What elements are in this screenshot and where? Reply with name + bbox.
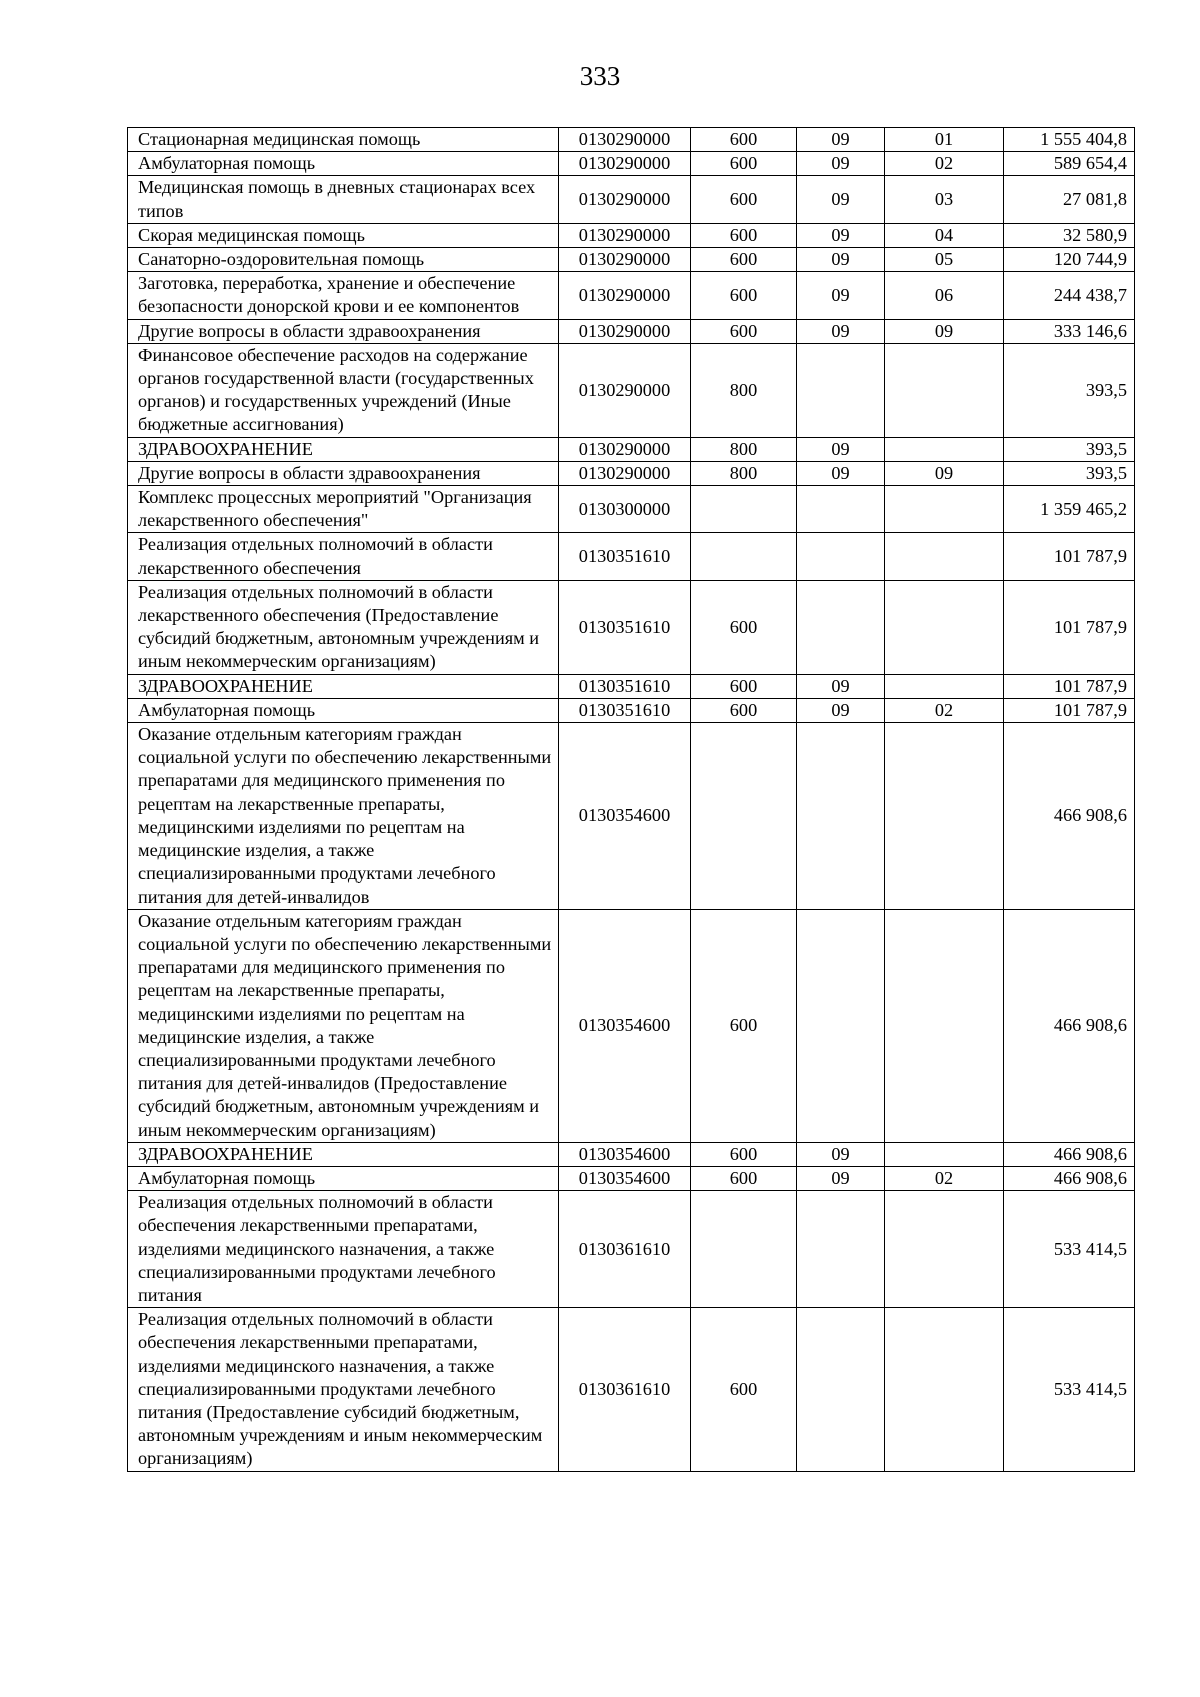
table-row <box>128 248 1135 272</box>
row-subsection-cell: 03 <box>885 176 1004 223</box>
row-expense-type-cell: 600 <box>691 223 797 247</box>
row-name-cell: Стационарная медицинская помощь <box>128 128 559 152</box>
row-subsection-cell <box>885 674 1004 698</box>
row-section-cell <box>797 343 885 437</box>
row-name-cell: Амбулаторная помощь <box>128 698 559 722</box>
row-code-cell: 0130290000 <box>559 437 691 461</box>
row-name-cell: Другие вопросы в области здравоохранения <box>128 319 559 343</box>
row-subsection-cell <box>885 343 1004 437</box>
row-expense-type-cell <box>691 1191 797 1308</box>
row-code-cell: 0130290000 <box>559 272 691 319</box>
row-code-cell: 0130351610 <box>559 674 691 698</box>
row-subsection-cell <box>885 723 1004 910</box>
row-name-cell: Амбулаторная помощь <box>128 152 559 176</box>
row-name-cell: Реализация отдельных полномочий в области обеспечения лекарственными препаратами, изделиями медицинского назначения, а также специализированными продуктами лечебного питания <box>128 1191 559 1308</box>
row-subsection-cell: 09 <box>885 461 1004 485</box>
row-subsection-cell: 02 <box>885 698 1004 722</box>
row-amount-cell: 533 414,5 <box>1004 1191 1135 1308</box>
row-expense-type-cell: 600 <box>691 1166 797 1190</box>
row-expense-type-cell: 600 <box>691 674 797 698</box>
row-section-cell <box>797 486 885 533</box>
table-row <box>128 486 1135 533</box>
row-expense-type-cell: 600 <box>691 176 797 223</box>
row-amount-cell: 101 787,9 <box>1004 674 1135 698</box>
row-expense-type-cell: 600 <box>691 1142 797 1166</box>
row-section-cell <box>797 723 885 910</box>
row-expense-type-cell: 600 <box>691 319 797 343</box>
row-name-cell: Санаторно-оздоровительная помощь <box>128 248 559 272</box>
row-expense-type-cell <box>691 533 797 580</box>
row-section-cell: 09 <box>797 272 885 319</box>
row-name-cell: Оказание отдельным категориям граждан социальной услуги по обеспечению лекарственными препаратами для медицинского применения по рецептам на лекарственные препараты, медицинскими изделиями по рецептам на медицинские изделия, а также специализированными продуктами лечебного питания для детей-инвалидов (Предоставление субсидий бюджетным, автономным учреждениям и иным некоммерческим организациям) <box>128 909 559 1142</box>
row-amount-cell: 333 146,6 <box>1004 319 1135 343</box>
row-amount-cell: 393,5 <box>1004 343 1135 437</box>
row-subsection-cell: 05 <box>885 248 1004 272</box>
row-section-cell: 09 <box>797 461 885 485</box>
row-subsection-cell <box>885 1191 1004 1308</box>
row-code-cell: 0130354600 <box>559 1166 691 1190</box>
row-expense-type-cell: 600 <box>691 128 797 152</box>
table-body <box>128 128 1135 1472</box>
row-code-cell: 0130290000 <box>559 248 691 272</box>
table-row <box>128 319 1135 343</box>
row-subsection-cell: 09 <box>885 319 1004 343</box>
row-expense-type-cell: 800 <box>691 343 797 437</box>
row-amount-cell: 533 414,5 <box>1004 1308 1135 1471</box>
row-name-cell: Оказание отдельным категориям граждан социальной услуги по обеспечению лекарственными препаратами для медицинского применения по рецептам на лекарственные препараты, медицинскими изделиями по рецептам на медицинские изделия, а также специализированными продуктами лечебного питания для детей-инвалидов <box>128 723 559 910</box>
row-subsection-cell: 01 <box>885 128 1004 152</box>
row-name-cell: Медицинская помощь в дневных стационарах всех типов <box>128 176 559 223</box>
row-section-cell: 09 <box>797 319 885 343</box>
row-code-cell: 0130354600 <box>559 723 691 910</box>
row-name-cell: Финансовое обеспечение расходов на содержание органов государственной власти (государственных органов) и государственных учреждений (Иные бюджетные ассигнования) <box>128 343 559 437</box>
table-row <box>128 533 1135 580</box>
row-section-cell: 09 <box>797 1142 885 1166</box>
row-amount-cell: 101 787,9 <box>1004 698 1135 722</box>
row-amount-cell: 466 908,6 <box>1004 909 1135 1142</box>
row-subsection-cell <box>885 1308 1004 1471</box>
row-amount-cell: 101 787,9 <box>1004 533 1135 580</box>
table-row <box>128 437 1135 461</box>
row-section-cell: 09 <box>797 248 885 272</box>
table-row <box>128 176 1135 223</box>
row-code-cell: 0130290000 <box>559 152 691 176</box>
row-code-cell: 0130361610 <box>559 1191 691 1308</box>
row-expense-type-cell: 600 <box>691 272 797 319</box>
table-row <box>128 1166 1135 1190</box>
row-section-cell <box>797 1308 885 1471</box>
row-code-cell: 0130290000 <box>559 128 691 152</box>
row-code-cell: 0130290000 <box>559 319 691 343</box>
table-row <box>128 461 1135 485</box>
row-amount-cell: 101 787,9 <box>1004 580 1135 674</box>
row-section-cell: 09 <box>797 1166 885 1190</box>
row-code-cell: 0130351610 <box>559 533 691 580</box>
row-name-cell: Реализация отдельных полномочий в области лекарственного обеспечения <box>128 533 559 580</box>
row-section-cell: 09 <box>797 128 885 152</box>
row-subsection-cell: 02 <box>885 1166 1004 1190</box>
row-code-cell: 0130354600 <box>559 909 691 1142</box>
row-expense-type-cell: 600 <box>691 152 797 176</box>
row-subsection-cell <box>885 533 1004 580</box>
row-amount-cell: 27 081,8 <box>1004 176 1135 223</box>
row-section-cell: 09 <box>797 674 885 698</box>
row-expense-type-cell <box>691 486 797 533</box>
row-amount-cell: 1 359 465,2 <box>1004 486 1135 533</box>
row-code-cell: 0130351610 <box>559 698 691 722</box>
row-amount-cell: 393,5 <box>1004 437 1135 461</box>
row-section-cell <box>797 533 885 580</box>
row-section-cell: 09 <box>797 152 885 176</box>
row-amount-cell: 244 438,7 <box>1004 272 1135 319</box>
row-amount-cell: 466 908,6 <box>1004 1142 1135 1166</box>
row-code-cell: 0130290000 <box>559 343 691 437</box>
budget-table <box>127 127 1135 1472</box>
table-row <box>128 698 1135 722</box>
row-expense-type-cell: 800 <box>691 437 797 461</box>
row-amount-cell: 466 908,6 <box>1004 723 1135 910</box>
row-subsection-cell <box>885 580 1004 674</box>
row-name-cell: Другие вопросы в области здравоохранения <box>128 461 559 485</box>
row-section-cell: 09 <box>797 176 885 223</box>
row-name-cell: ЗДРАВООХРАНЕНИЕ <box>128 1142 559 1166</box>
row-section-cell: 09 <box>797 437 885 461</box>
page-number: 333 <box>579 61 621 91</box>
row-name-cell: Реализация отдельных полномочий в области обеспечения лекарственными препаратами, изделиями медицинского назначения, а также специализированными продуктами лечебного питания (Предоставление субсидий бюджетным, автономным учреждениям и иным некоммерческим организациям) <box>128 1308 559 1471</box>
row-expense-type-cell: 800 <box>691 461 797 485</box>
row-amount-cell: 1 555 404,8 <box>1004 128 1135 152</box>
row-name-cell: Скорая медицинская помощь <box>128 223 559 247</box>
row-amount-cell: 32 580,9 <box>1004 223 1135 247</box>
row-subsection-cell: 02 <box>885 152 1004 176</box>
row-name-cell: Амбулаторная помощь <box>128 1166 559 1190</box>
table-row <box>128 909 1135 1142</box>
row-subsection-cell: 06 <box>885 272 1004 319</box>
row-expense-type-cell: 600 <box>691 580 797 674</box>
row-amount-cell: 466 908,6 <box>1004 1166 1135 1190</box>
table-row <box>128 723 1135 910</box>
table-row <box>128 272 1135 319</box>
row-amount-cell: 393,5 <box>1004 461 1135 485</box>
row-code-cell: 0130351610 <box>559 580 691 674</box>
row-code-cell: 0130361610 <box>559 1308 691 1471</box>
row-expense-type-cell: 600 <box>691 698 797 722</box>
row-subsection-cell <box>885 486 1004 533</box>
row-expense-type-cell: 600 <box>691 1308 797 1471</box>
table-row <box>128 343 1135 437</box>
row-code-cell: 0130290000 <box>559 176 691 223</box>
row-subsection-cell <box>885 909 1004 1142</box>
table-row <box>128 1308 1135 1471</box>
row-code-cell: 0130300000 <box>559 486 691 533</box>
table-row <box>128 128 1135 152</box>
row-name-cell: Реализация отдельных полномочий в области лекарственного обеспечения (Предоставление субсидий бюджетным, автономным учреждениям и иным некоммерческим организациям) <box>128 580 559 674</box>
row-section-cell: 09 <box>797 698 885 722</box>
row-amount-cell: 589 654,4 <box>1004 152 1135 176</box>
table-row <box>128 674 1135 698</box>
row-expense-type-cell: 600 <box>691 909 797 1142</box>
row-code-cell: 0130290000 <box>559 461 691 485</box>
row-section-cell <box>797 909 885 1142</box>
table-row <box>128 152 1135 176</box>
row-subsection-cell <box>885 1142 1004 1166</box>
row-section-cell <box>797 1191 885 1308</box>
table-row <box>128 1142 1135 1166</box>
row-name-cell: Комплекс процессных мероприятий "Организация лекарственного обеспечения" <box>128 486 559 533</box>
table-row <box>128 223 1135 247</box>
table-row <box>128 580 1135 674</box>
row-code-cell: 0130290000 <box>559 223 691 247</box>
row-subsection-cell <box>885 437 1004 461</box>
row-expense-type-cell: 600 <box>691 248 797 272</box>
row-subsection-cell: 04 <box>885 223 1004 247</box>
row-amount-cell: 120 744,9 <box>1004 248 1135 272</box>
row-name-cell: ЗДРАВООХРАНЕНИЕ <box>128 674 559 698</box>
row-expense-type-cell <box>691 723 797 910</box>
row-code-cell: 0130354600 <box>559 1142 691 1166</box>
row-name-cell: Заготовка, переработка, хранение и обеспечение безопасности донорской крови и ее компонентов <box>128 272 559 319</box>
row-section-cell: 09 <box>797 223 885 247</box>
table-row <box>128 1191 1135 1308</box>
row-section-cell <box>797 580 885 674</box>
row-name-cell: ЗДРАВООХРАНЕНИЕ <box>128 437 559 461</box>
